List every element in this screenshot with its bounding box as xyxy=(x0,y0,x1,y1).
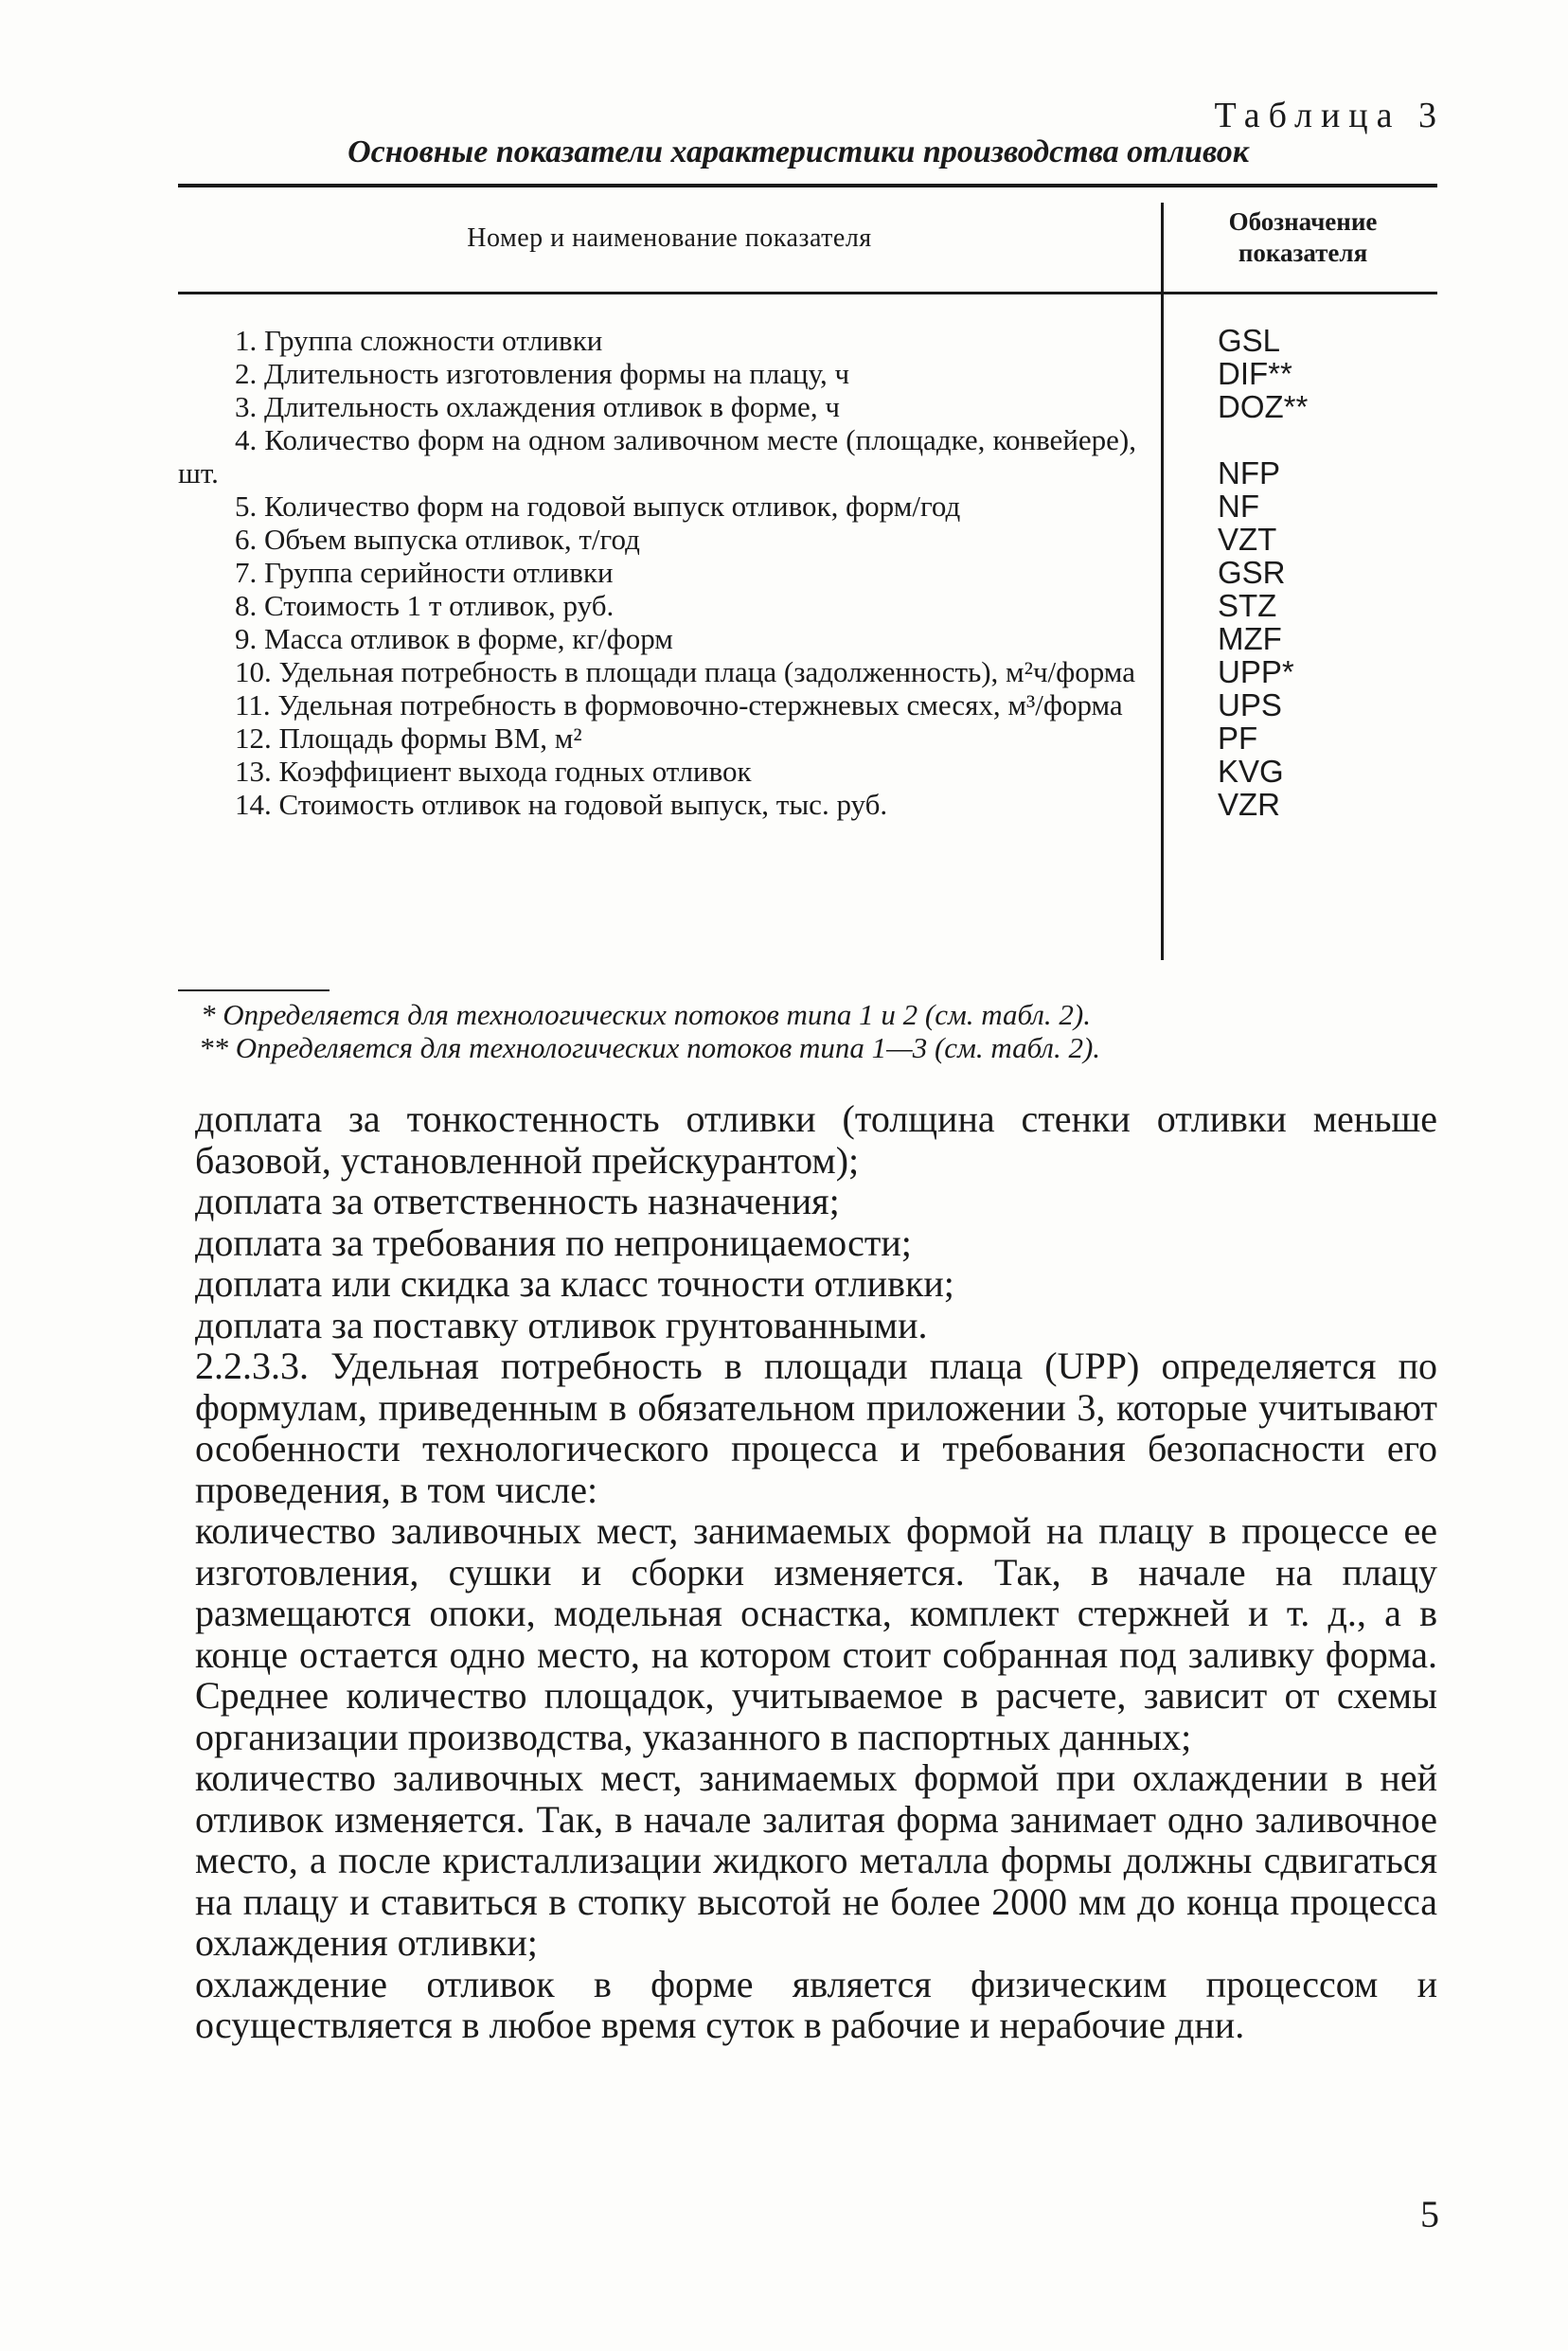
row-name: 4. Количество форм на одном заливочном месте (площадке, конвейере), шт. xyxy=(178,423,1136,490)
table-title: Основные показатели характеристики производства отливок xyxy=(347,134,1249,169)
row-code: GSR xyxy=(1218,555,1286,590)
paragraph: количество заливочных мест, занимаемых формой при охлаждении в ней отливок изменяется. Так, в начале залитая форма занимает одно заливочное место, а после кристаллизации жидкого металла формы должны сдвигаться на плацу и ставиться в стопку высотой не более 2000 мм до конца процесса охлаждения отливки; xyxy=(195,1756,1437,1964)
row-code: DIF** xyxy=(1218,356,1292,391)
row-code: GSL xyxy=(1218,323,1281,358)
header-indicator-name: Номер и наименование показателя xyxy=(467,223,872,253)
table-row xyxy=(178,622,1437,655)
paragraph: доплата за требования по непроницаемости; xyxy=(195,1220,912,1264)
row-name: 7. Группа серийности отливки xyxy=(235,556,614,589)
table-top-rule xyxy=(178,184,1437,187)
row-code: KVG xyxy=(1218,754,1284,789)
table-number-label: Таблица 3 xyxy=(1214,96,1445,135)
row-code: DOZ** xyxy=(1218,389,1309,424)
row-code: NF xyxy=(1218,489,1259,524)
paragraph: доплата или скидка за класс точности отливки; xyxy=(195,1262,954,1305)
row-name: 2. Длительность изготовления формы на плацу, ч xyxy=(235,357,850,390)
row-code: VZR xyxy=(1218,787,1280,822)
footnote-double-asterisk: ** Определяется для технологических потоков типа 1—3 (см. табл. 2). xyxy=(199,1031,1101,1064)
row-code: NFP xyxy=(1218,455,1280,490)
row-name: 9. Масса отливок в форме, кг/форм xyxy=(235,622,673,655)
row-name: 3. Длительность охлаждения отливок в форме, ч xyxy=(235,390,840,423)
indicators-table xyxy=(178,184,1437,960)
row-name: 12. Площадь формы BM, м² xyxy=(235,721,582,755)
row-name: 5. Количество форм на годовой выпуск отливок, форм/год xyxy=(235,490,961,523)
table-row xyxy=(178,324,1437,357)
page-number: 5 xyxy=(1420,2193,1439,2235)
row-name: 11. Удельная потребность в формовочно-стержневых смесях, м³/форма xyxy=(235,688,1123,721)
header-code-line2: показателя xyxy=(1238,239,1368,267)
table-row xyxy=(178,523,1437,556)
table-row xyxy=(178,490,1437,523)
row-name: 13. Коэффициент выхода годных отливок xyxy=(235,755,752,788)
footnote-single-asterisk: * Определяется для технологических потоков типа 1 и 2 (см. табл. 2). xyxy=(201,998,1091,1031)
row-name: 14. Стоимость отливок на годовой выпуск, тыс. руб. xyxy=(235,788,888,821)
header-code-line1: Обозначение xyxy=(1228,207,1378,236)
table-row xyxy=(178,755,1437,788)
row-name: 1. Группа сложности отливки xyxy=(235,324,603,357)
paragraph: доплата за ответственность назначения; xyxy=(195,1180,840,1222)
table-body xyxy=(178,324,1437,821)
row-code: UPP* xyxy=(1218,654,1294,689)
row-code: MZF xyxy=(1218,621,1282,656)
table-row xyxy=(178,655,1437,688)
body-text xyxy=(195,1098,1437,2046)
paragraph: охлаждение отливок в форме является физическим процессом и осуществляется в любое время суток в рабочие и нерабочие дни. xyxy=(195,1962,1437,2046)
row-code: STZ xyxy=(1218,588,1277,623)
paragraph: количество заливочных мест, занимаемых формой на плацу в процессе ее изготовления, сушки и сборки изменяется. Так, в начале на плацу размещаются опоки, модельная оснастка, комплект стержней и т. д., а в конце остается одно место, на котором стоит собранная под заливку форма. Среднее количество площадок, учитываемое в расчете, зависит от схемы организации производства, указанного в паспортных данных; xyxy=(195,1509,1437,1758)
table-row xyxy=(178,589,1437,622)
row-name: 6. Объем выпуска отливок, т/год xyxy=(235,523,640,556)
row-code: PF xyxy=(1218,721,1258,756)
row-code: UPS xyxy=(1218,687,1282,722)
header-indicator-code xyxy=(1168,206,1437,269)
table-row xyxy=(178,556,1437,589)
paragraph: доплата за тонкостенность отливки (толщина стенки отливки меньше базовой, установленной прейскурантом); xyxy=(195,1097,1437,1182)
row-name: 8. Стоимость 1 т отливок, руб. xyxy=(235,589,615,622)
section-paragraph: 2.2.3.3. Удельная потребность в площади плаца (UPP) определяется по формулам, приведенным в обязательном приложении 3, которые учитывают особенности технологического процесса и требования безопасности его проведения, в том числе: xyxy=(195,1345,1437,1511)
paragraph: доплата за поставку отливок грунтованными. xyxy=(195,1303,928,1346)
table-row xyxy=(178,721,1437,755)
row-code: VZT xyxy=(1218,522,1277,557)
table-row xyxy=(178,688,1437,721)
table-row xyxy=(178,423,1437,490)
table-row xyxy=(178,390,1437,423)
footnote-rule xyxy=(178,989,330,991)
table-header-rule xyxy=(178,292,1437,294)
row-name: 10. Удельная потребность в площади плаца (задолженность), м²ч/форма xyxy=(235,655,1135,688)
table-row xyxy=(178,357,1437,390)
table-row xyxy=(178,788,1437,821)
